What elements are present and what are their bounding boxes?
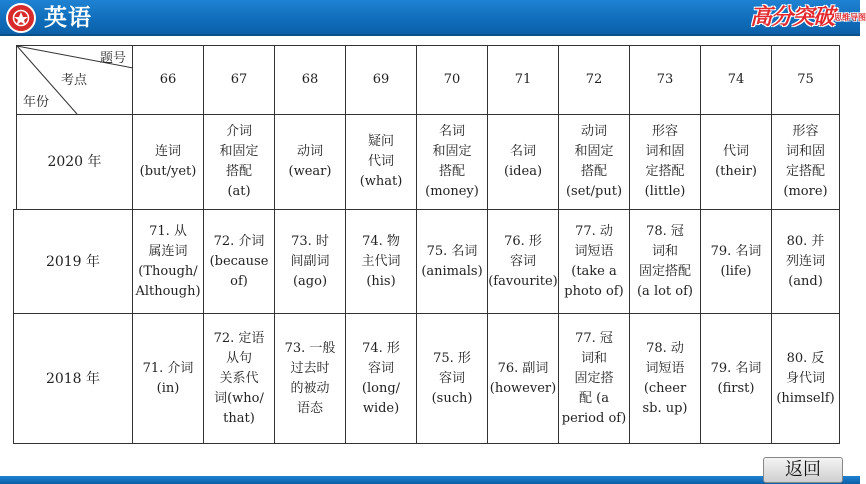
column-header: 73	[630, 46, 701, 115]
cell-text-line: (first)	[717, 380, 755, 396]
cell-text-line: 搭配	[225, 164, 252, 179]
year-cell: 2018 年	[14, 314, 133, 444]
corner-label-middle: 考点	[61, 73, 88, 88]
table-cell	[204, 210, 275, 314]
cell-text-line: 词和固	[645, 144, 685, 159]
cell-text-line: (long/	[361, 380, 401, 396]
back-button[interactable]: 返回	[763, 457, 843, 483]
exam-table-bottom	[13, 209, 840, 444]
table-cell	[488, 314, 559, 444]
cell-text-line: 74. 物	[362, 233, 400, 249]
column-header: 69	[346, 46, 417, 115]
cell-text-line: 固定搭配	[638, 263, 691, 279]
cell-text-line: 77. 冠	[575, 330, 613, 346]
cell-text-line: 78. 冠	[646, 223, 684, 239]
cell-text-line: 容词	[367, 360, 394, 376]
cell-text-line: 列连词	[785, 253, 825, 269]
column-header: 74	[701, 46, 772, 115]
column-header: 70	[417, 46, 488, 115]
corner-cell	[17, 46, 133, 115]
cell-text-line: 和固定	[574, 144, 614, 159]
header-row	[17, 46, 840, 115]
table-cell	[133, 115, 204, 210]
cell-text-line: 定搭配	[645, 164, 685, 179]
cell-text-line: (his)	[366, 273, 396, 289]
cell-text-line: 74. 形	[362, 340, 400, 356]
cell-text-line: 词短语	[574, 243, 614, 259]
cell-text-line: 属连词	[148, 243, 188, 259]
table-cell	[772, 210, 840, 314]
cell-text-line: photo of)	[564, 283, 624, 299]
cell-text-line: (because	[209, 253, 269, 269]
table-cell	[133, 314, 204, 444]
exam-table-top	[16, 45, 840, 210]
table-cell	[630, 314, 701, 444]
cell-text-line: (but/yet)	[139, 164, 197, 179]
cell-text-line: 和固定	[432, 144, 472, 159]
footer-bar	[0, 476, 860, 484]
table-cell	[488, 115, 559, 210]
brand-logo	[750, 2, 866, 34]
cell-text-line: (money)	[425, 184, 479, 199]
cell-text-line: 从句	[225, 350, 252, 366]
cell-text-line: 75. 形	[433, 350, 471, 366]
cell-text-line: (cheer	[643, 380, 687, 396]
cell-text-line: 和固定	[219, 144, 259, 159]
table-cell	[559, 115, 630, 210]
cell-text-line: 71. 介词	[142, 360, 194, 376]
logo-icon	[6, 3, 36, 33]
cell-text-line: (however)	[489, 380, 557, 396]
cell-text-line: wide)	[362, 400, 400, 416]
table-cell	[275, 115, 346, 210]
page-title: 英语	[44, 5, 92, 31]
cell-text-line: 76. 形	[504, 233, 542, 249]
cell-text-line: (wear)	[288, 164, 332, 179]
cell-text-line: (what)	[359, 174, 403, 189]
cell-text-line: 主代词	[361, 253, 401, 269]
cell-text-line: 的被动	[290, 380, 330, 396]
cell-text-line: 73. 一般	[284, 340, 336, 356]
table-cell	[772, 314, 840, 444]
cell-text-line: 语态	[296, 400, 323, 416]
cell-text-line: 过去时	[290, 360, 330, 376]
cell-text-line: 词和	[651, 243, 678, 259]
cell-text-line: of)	[230, 273, 248, 289]
table-cell	[275, 314, 346, 444]
cell-text-line: (take a	[571, 263, 617, 279]
cell-text-line: 78. 动	[646, 340, 684, 356]
cell-text-line: (a lot of)	[636, 283, 693, 299]
cell-text-line: 词(who/	[214, 390, 264, 406]
cell-text-line: 71. 从	[149, 223, 187, 239]
cell-text-line: 代词	[367, 154, 394, 169]
cell-text-line: 76. 副词	[497, 360, 549, 376]
column-header: 68	[275, 46, 346, 115]
table-cell	[133, 210, 204, 314]
table-cell	[417, 314, 488, 444]
cell-text-line: (Though/	[138, 263, 198, 279]
cell-text-line: 介词	[225, 124, 252, 139]
header-bar	[0, 0, 866, 36]
brand-name: 高分突破	[750, 5, 835, 30]
table-cell	[275, 210, 346, 314]
cell-text-line: 80. 并	[786, 233, 825, 249]
column-header: 67	[204, 46, 275, 115]
cell-text-line: (himself)	[776, 390, 835, 406]
cell-text-line: 容词	[509, 253, 536, 269]
cell-text-line: (at)	[227, 184, 251, 199]
cell-text-line: (ago)	[292, 273, 328, 289]
table-cell	[204, 314, 275, 444]
cell-text-line: 间副词	[290, 253, 330, 269]
cell-text-line: 动词	[580, 124, 607, 139]
cell-text-line: (life)	[720, 263, 752, 279]
cell-text-line: period of)	[561, 410, 627, 426]
table-cell	[701, 115, 772, 210]
cell-text-line: (animals)	[421, 263, 483, 279]
table-cell	[417, 115, 488, 210]
cell-text-line: (little)	[644, 184, 686, 199]
cell-text-line: 固定搭	[574, 370, 614, 386]
cell-text-line: 形容	[651, 124, 678, 139]
cell-text-line: 名词	[438, 124, 465, 139]
table-cell	[559, 314, 630, 444]
table-cell	[701, 314, 772, 444]
year-cell: 2020 年	[17, 115, 133, 210]
column-header: 72	[559, 46, 630, 115]
column-header: 75	[772, 46, 840, 115]
cell-text-line: 容词	[438, 370, 465, 386]
cell-text-line: 词和固	[785, 144, 825, 159]
cell-text-line: (idea)	[503, 164, 543, 179]
corner-label-top: 题号	[99, 51, 126, 66]
table-cell	[346, 115, 417, 210]
cell-text-line: sb. up)	[642, 400, 688, 416]
column-header: 66	[133, 46, 204, 115]
column-header: 71	[488, 46, 559, 115]
cell-text-line: 关系代	[219, 370, 259, 386]
table-cell	[701, 210, 772, 314]
cell-text-line: 搭配	[438, 164, 465, 179]
cell-text-line: 79. 名词	[710, 243, 762, 259]
cell-text-line: that)	[223, 410, 255, 426]
cell-text-line: 连词	[154, 144, 181, 159]
cell-text-line: 形容	[792, 124, 819, 139]
table-cell	[346, 314, 417, 444]
cell-text-line: (such)	[431, 390, 473, 406]
table-cell	[559, 210, 630, 314]
cell-text-line: 79. 名词	[710, 360, 762, 376]
table-cell	[204, 115, 275, 210]
table-cell	[346, 210, 417, 314]
cell-text-line: (more)	[783, 184, 828, 199]
cell-text-line: 词短语	[645, 360, 685, 376]
table-row-2018	[14, 314, 840, 444]
cell-text-line: 名词	[509, 144, 536, 159]
table-cell	[630, 115, 701, 210]
cell-text-line: 定搭配	[785, 164, 825, 179]
year-cell: 2019 年	[14, 210, 133, 314]
cell-text-line: (set/put)	[565, 184, 623, 199]
header-stripe	[0, 34, 860, 36]
cell-text-line: 72. 定语	[213, 330, 265, 346]
cell-text-line: Although)	[135, 283, 201, 299]
cell-text-line: 搭配	[580, 164, 607, 179]
cell-text-line: (and)	[788, 273, 823, 289]
table-cell	[772, 115, 840, 210]
cell-text-line: 72. 介词	[213, 233, 265, 249]
table-cell	[417, 210, 488, 314]
brand-subtitle: 思维导图	[834, 13, 866, 22]
cell-text-line: 73. 时	[291, 233, 329, 249]
cell-text-line: (favourite)	[488, 273, 558, 289]
cell-text-line: 代词	[722, 144, 749, 159]
cell-text-line: 77. 动	[575, 223, 613, 239]
cell-text-line: (in)	[156, 380, 180, 396]
table-row-2019	[14, 210, 840, 314]
table-cell	[630, 210, 701, 314]
table-cell	[488, 210, 559, 314]
cell-text-line: 身代词	[785, 370, 825, 386]
cell-text-line: (their)	[715, 164, 757, 179]
cell-text-line: 配 (a	[579, 390, 609, 406]
table-row-2020	[17, 115, 840, 210]
cell-text-line: 80. 反	[786, 350, 825, 366]
cell-text-line: 动词	[296, 144, 323, 159]
cell-text-line: 75. 名词	[426, 243, 478, 259]
corner-label-bottom: 年份	[23, 95, 50, 110]
cell-text-line: 疑问	[367, 134, 394, 149]
cell-text-line: 词和	[580, 350, 607, 366]
